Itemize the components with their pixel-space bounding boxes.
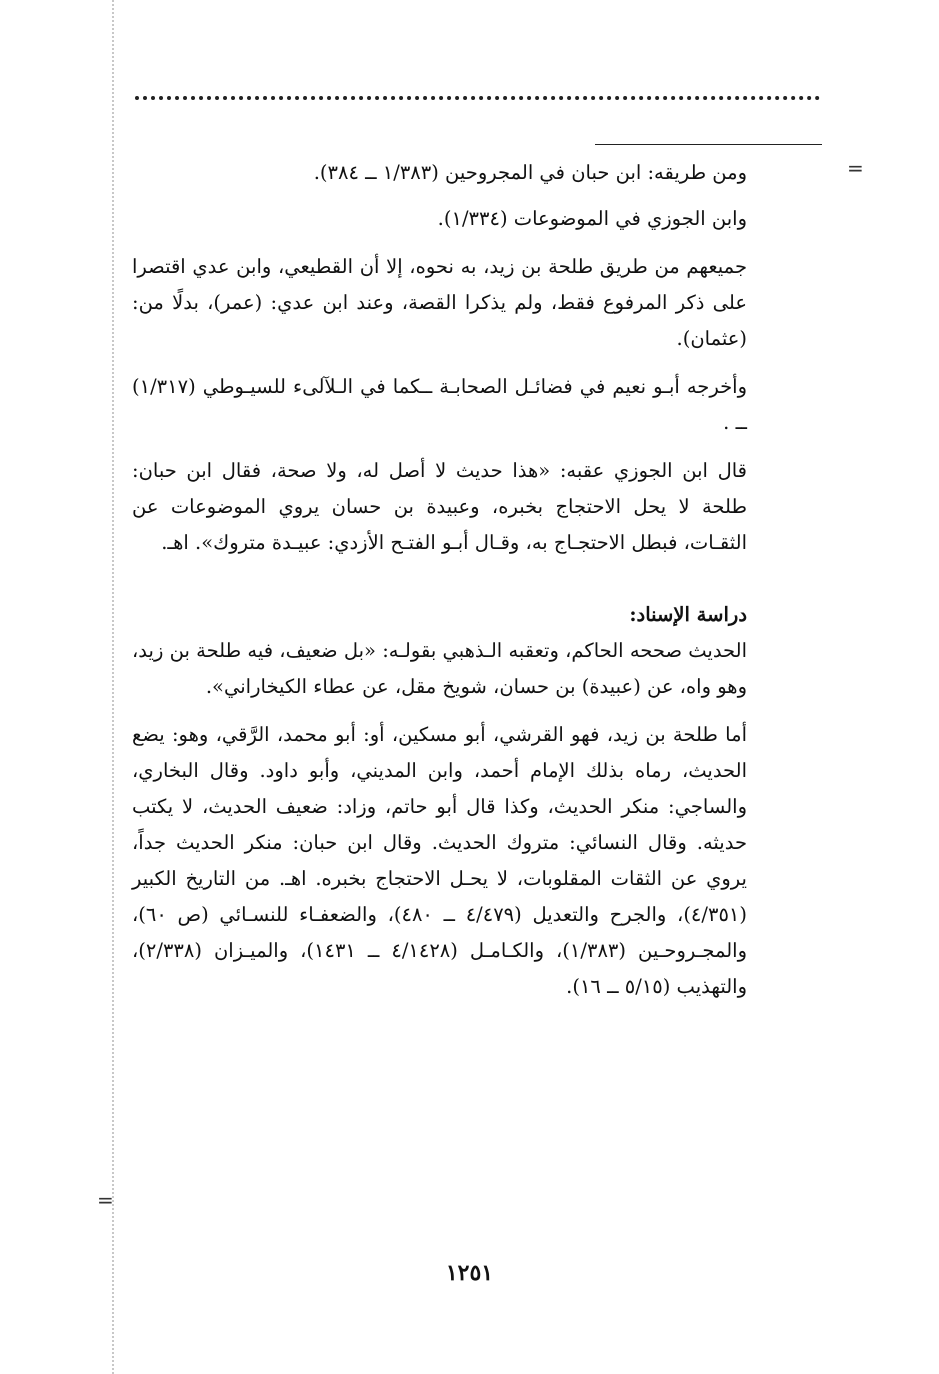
paragraph-talha-bin-zayd: أما طلحة بن زيد، فهو القرشي، أبو مسكين، أو: أبو محمد، الرَّقي، وهو: يضع الحديث، رماه بذلك الإمام أحمد، وابن المديني، وأبو داود. وقال البخاري، والساجي: منكر الحديث، وكذا قال أبو حاتم، وزاد: ضعيف الحديث، لا يكتب حديثه. وقال النسائي: متروك الحديث. وقال ابن حبان: منكر الحديث جداً، يروي عن الثقات المقلوبات، لا يحـل الاحتجاج بخبره. اهـ. من التاريخ الكبير (٤/٣٥١)، والجرح والتعديل (٤/٤٧٩ ــ ٤٨٠)، والضعفـاء للنسـائي (ص ٦٠)، والمجـروحـين (١/٣٨٣)، والكـامـل (٤/١٤٢٨ ــ ١٤٣١)، والميـزان (٢/٣٣٨)، والتهذيب (٥/١٥ ــ ١٦). xyxy=(132,723,748,998)
continuation-mark-top: = xyxy=(847,156,864,180)
paragraph-ibn-aljawzi-comment: قال ابن الجوزي عقبه: «هذا حديث لا أصل له، ولا صحة، فقال ابن حبان: طلحة لا يحل الاحتجاج بخبره، وعبيدة بن حسان يروي الموضوعات عن الثقـات، فبطل الاحتجـاج به، وقـال أبـو الفتـح الأزدي: عبيـدة متروك». اهـ. xyxy=(132,459,747,554)
header-dotted-rule xyxy=(135,96,820,100)
page-number: ١٢٥١ xyxy=(445,1260,494,1286)
continuation-mark-bottom: = xyxy=(97,1188,114,1212)
footnote-body xyxy=(132,155,747,1017)
paragraph-hakim-dhahabi: الحديث صححه الحاكم، وتعقبه الـذهبي بقولـه: «بل ضعيف، فيه طلحة بن زيد، وهو واه، عن (عبيدة) بن حسان، شويخ مقل، عن عطاء الكيخاراني». xyxy=(132,639,747,698)
footnote-separator-rule xyxy=(595,144,822,145)
paragraph-abu-nuaym: وأخرجه أبـو نعيم في فضائـل الصحابـة ــكما في الـلآلىء للسيـوطي (١/٣١٧) ــ . xyxy=(132,375,747,434)
paragraph-source-ibn-hibban: ومن طريقه: ابن حبان في المجروحين (١/٣٨٣ ــ ٣٨٤). xyxy=(313,161,747,184)
paragraph-all-via-talha: جميعهم من طريق طلحة بن زيد، به نحوه، إلا أن القطيعي، وابن عدي اقتصرا على ذكر المرفوع فقط، ولم يذكرا القصة، وعند ابن عدي: (عمر)، بدلًا من: (عثمان). xyxy=(132,255,747,350)
paragraph-source-ibn-aljawzi: وابن الجوزي في الموضوعات (١/٣٣٤). xyxy=(437,207,747,230)
section-heading-isnad-study: دراسة الإسناد: xyxy=(629,603,747,626)
binding-margin-dots xyxy=(112,0,114,1374)
